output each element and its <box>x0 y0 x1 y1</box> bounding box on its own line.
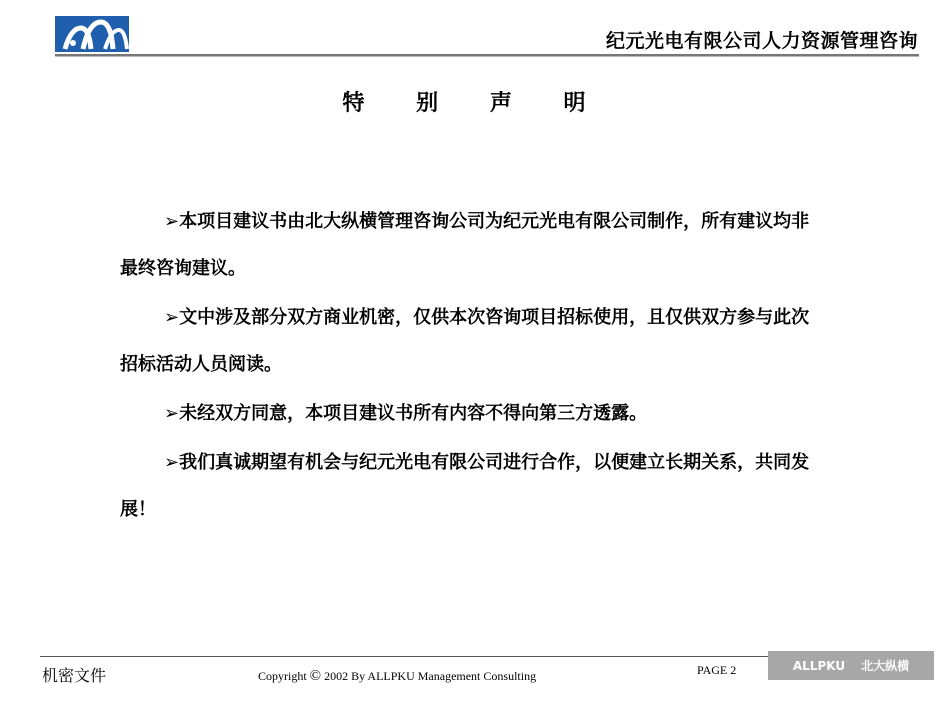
copyright-symbol: © <box>309 668 322 684</box>
brand-cn: 北大纵横 <box>861 659 910 673</box>
statement-paragraph-4: ➢我们真诚期望有机会与纪元光电有限公司进行合作，以便建立长期关系，共同发展！ <box>120 452 810 520</box>
brand-badge <box>768 651 934 680</box>
allpku-logo-icon <box>55 16 129 52</box>
page-number: PAGE 2 <box>697 663 737 677</box>
copyright-prefix: Copyright <box>258 669 307 683</box>
brand-en: ALLPKU <box>792 658 846 673</box>
company-header: 纪元光电有限公司人力资源管理咨询 <box>605 30 918 52</box>
copyright-text: 2002 By ALLPKU Management Consulting <box>324 669 537 683</box>
page-title: 特 别 声 明 <box>342 91 608 116</box>
footer-divider <box>40 656 770 657</box>
header-divider <box>55 54 919 56</box>
copyright-notice <box>258 668 536 685</box>
statement-paragraph-2: ➢文中涉及部分双方商业机密，仅供本次咨询项目招标使用，且仅供双方参与此次招标活动人员阅读。 <box>120 307 810 375</box>
statement-paragraph-1: ➢本项目建议书由北大纵横管理咨询公司为纪元光电有限公司制作，所有建议均非最终咨询建议。 <box>120 211 810 279</box>
statement-body <box>120 198 810 535</box>
statement-paragraph-3: ➢未经双方同意，本项目建议书所有内容不得向第三方透露。 <box>164 403 648 424</box>
confidential-label: 机密文件 <box>42 666 107 685</box>
